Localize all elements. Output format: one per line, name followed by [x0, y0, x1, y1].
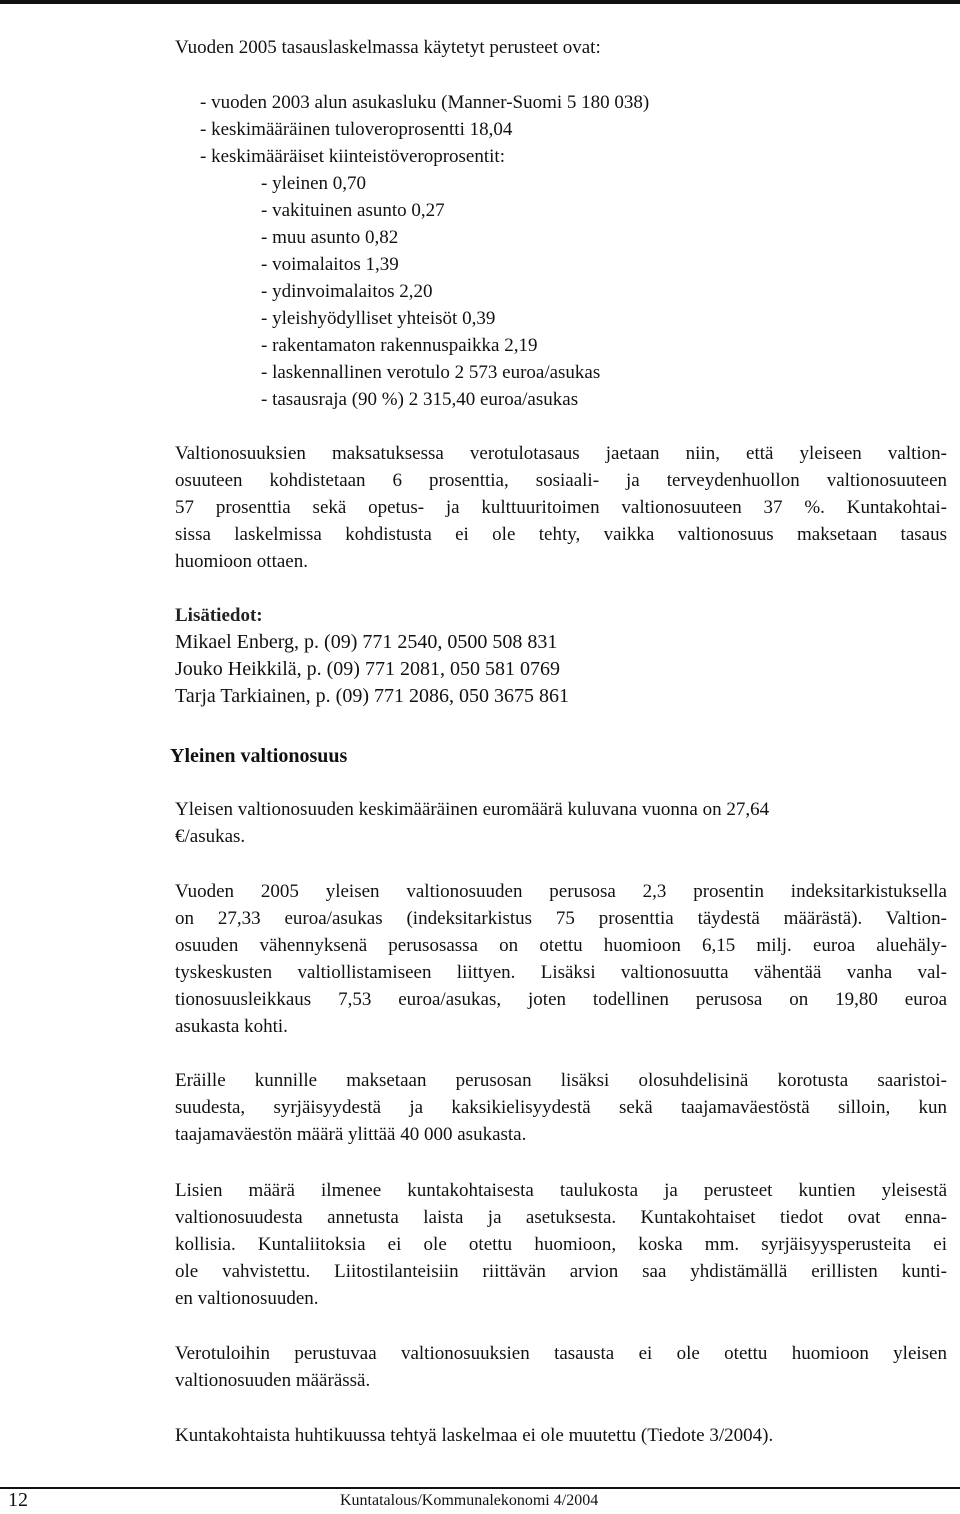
list-item: - vakituinen asunto 0,27	[261, 200, 445, 221]
text-line: tionosuusleikkaus 7,53 euroa/asukas, joten todellinen perusosa on 19,80 euroa	[175, 989, 947, 1010]
paragraph-more	[175, 1177, 947, 1312]
text-line: Lisien määrä ilmenee kuntakohtaisesta taulukosta ja perusteet kuntien yleisestä	[175, 1180, 947, 1201]
text-line: taajamaväestön määrä ylittää 40 000 asukasta.	[175, 1124, 527, 1145]
list-item: - tasausraja (90 %) 2 315,40 euroa/asukas	[261, 389, 579, 410]
contact-person: Tarja Tarkiainen, p. (09) 771 2086, 050 3675 861	[175, 685, 569, 707]
list-item: - yleishyödylliset yhteisöt 0,39	[261, 308, 496, 329]
paragraph-extra	[175, 1067, 947, 1148]
text-line: Valtionosuuksien maksatuksessa verotulotasaus jaetaan niin, että yleiseen valtion-	[175, 443, 947, 464]
text-line: Yleisen valtionosuuden keskimääräinen euromäärä kuluvana vuonna on 27,64	[175, 799, 770, 820]
text-line: suudesta, syrjäisyydestä ja kaksikielisyydestä sekä taajamaväestöstä silloin, kun	[175, 1097, 947, 1118]
list-item: - muu asunto 0,82	[261, 227, 399, 248]
text-line: asukasta kohti.	[175, 1016, 288, 1037]
text-line: Vuoden 2005 yleisen valtionosuuden perusosa 2,3 prosentin indeksitarkistuksella	[175, 881, 947, 902]
list-item: - laskennallinen verotulo 2 573 euroa/asukas	[261, 362, 601, 383]
contacts-header: Lisätiedot:	[175, 605, 263, 626]
text-line: huomioon ottaen.	[175, 551, 308, 572]
publication-name: Kuntatalous/Kommunalekonomi 4/2004	[340, 1492, 599, 1509]
list-item: - vuoden 2003 alun asukasluku (Manner-Suomi 5 180 038)	[200, 92, 650, 113]
contact-person: Jouko Heikkilä, p. (09) 771 2081, 050 581 0769	[175, 658, 560, 680]
text-line: on 27,33 euroa/asukas (indeksitarkistus 75 prosenttia täydestä määrästä). Valtion-	[175, 908, 947, 929]
list-item: - keskimääräiset kiinteistöveroprosentit:	[200, 146, 505, 167]
contact-info	[175, 602, 569, 710]
text-line: osuuden vähennyksenä perusosassa on otettu huomioon 6,15 milj. euroa aluehäly-	[175, 935, 947, 956]
parameter-list	[200, 89, 649, 413]
text-line: valtionosuudesta annetusta laista ja asetuksesta. Kuntakohtaiset tiedot ovat enna-	[175, 1207, 947, 1228]
text-line: Verotuloihin perustuvaa valtionosuuksien tasausta ei ole otettu huomioon yleisen	[175, 1343, 947, 1364]
text-line: €/asukas.	[175, 826, 246, 847]
text-line: kollisia. Kuntaliitoksia ei ole otettu huomioon, koska mm. syrjäisyysperusteita ei	[175, 1234, 947, 1255]
page-number: 12	[8, 1489, 28, 1511]
intro-text: Vuoden 2005 tasauslaskelmassa käytetyt perusteet ovat:	[175, 37, 601, 58]
list-item: - ydinvoimalaitos 2,20	[261, 281, 433, 302]
contact-person: Mikael Enberg, p. (09) 771 2540, 0500 508 831	[175, 631, 558, 653]
text-line: en valtionosuuden.	[175, 1288, 319, 1309]
paragraph-average	[175, 796, 947, 850]
paragraph-taxbased	[175, 1340, 947, 1394]
text-line: tyskeskusten valtiollistamiseen liittyen. Lisäksi valtionosuutta vähentää vanha val-	[175, 962, 947, 983]
section-heading: Yleinen valtionosuus	[170, 745, 348, 767]
text-line: Eräille kunnille maksetaan perusosan lisäksi olosuhdelisinä korotusta saaristoi-	[175, 1070, 947, 1091]
text-line: ole vahvistettu. Liitostilanteisiin riittävän arvion saa yhdistämällä erillisten kunti-	[175, 1261, 947, 1282]
list-item: - rakentamaton rakennuspaikka 2,19	[261, 335, 538, 356]
list-item: - keskimääräinen tuloveroprosentti 18,04	[200, 119, 513, 140]
paragraph-allocation	[175, 440, 947, 575]
paragraph-base	[175, 878, 947, 1040]
text-line: Kuntakohtaista huhtikuussa tehtyä laskelmaa ei ole muutettu (Tiedote 3/2004).	[175, 1425, 774, 1446]
list-item: - yleinen 0,70	[261, 173, 367, 194]
paragraph-calc	[175, 1422, 947, 1449]
top-rule	[0, 0, 960, 4]
text-line: 57 prosenttia sekä opetus- ja kulttuuritoimen valtionosuuteen 37 %. Kuntakohtai-	[175, 497, 947, 518]
text-line: osuuteen kohdistetaan 6 prosenttia, sosiaali- ja terveydenhuollon valtionosuuteen	[175, 470, 947, 491]
text-line: valtionosuuden määrässä.	[175, 1370, 371, 1391]
text-line: sissa laskelmissa kohdistusta ei ole tehty, vaikka valtionosuus maksetaan tasaus	[175, 524, 947, 545]
list-item: - voimalaitos 1,39	[261, 254, 399, 275]
